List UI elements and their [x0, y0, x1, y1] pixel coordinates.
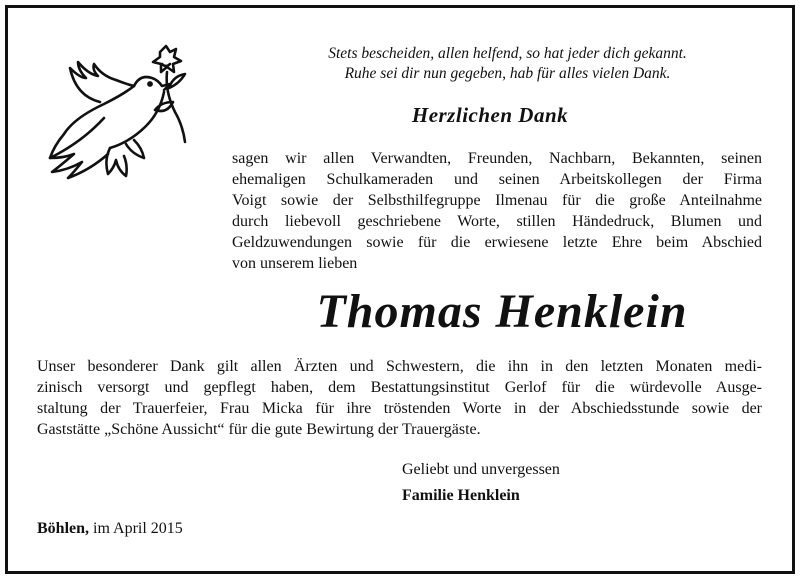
- special-line: zinisch versorgt und gepflegt haben, dem Bestattungsinstitut Gerlof für die würdevolle Ausge-: [37, 379, 762, 396]
- closing-block: [402, 457, 560, 509]
- intro-line: Voigt sowie der Selbsthilfegruppe Ilmenau für die große Anteilnahme: [232, 192, 762, 209]
- special-line: staltung der Trauerfeier, Frau Micka für ihre tröstenden Worte in der Abschiedsstunde sowie der: [37, 400, 762, 417]
- date: im April 2015: [93, 520, 183, 537]
- heading-thanks: Herzlichen Dank: [411, 103, 569, 127]
- verse-line-1: Stets bescheiden, allen helfend, so hat jeder dich gekannt.: [328, 45, 687, 62]
- place-and-date: [37, 520, 183, 538]
- memorial-verse: [285, 44, 730, 84]
- family-signature: Familie Henklein: [402, 487, 520, 504]
- intro-paragraph: [232, 148, 762, 274]
- intro-line: ehemaligen Schulkameraden und seinen Arbeitskollegen der Firma: [232, 171, 762, 188]
- closing-line: Geliebt und unvergessen: [402, 461, 560, 478]
- deceased-name: Thomas Henklein: [316, 285, 688, 338]
- special-line: Unser besonderer Dank gilt allen Ärzten und Schwestern, die ihn in den letzten Monaten medi-: [37, 358, 762, 375]
- intro-line: sagen wir allen Verwandten, Freunden, Nachbarn, Bekannten, seinen: [232, 150, 762, 167]
- dove-with-rose-icon: [38, 40, 198, 200]
- place: Böhlen,: [37, 520, 90, 537]
- intro-line: durch liebevoll geschriebene Worte, stillen Händedruck, Blumen und: [232, 213, 762, 230]
- special-line: Gaststätte „Schöne Aussicht“ für die gute Bewirtung der Trauergäste.: [37, 421, 481, 438]
- intro-line: Geldzuwendungen sowie für die erwiesene letzte Ehre beim Abschied: [232, 234, 762, 251]
- verse-line-2: Ruhe sei dir nun gegeben, hab für alles vielen Dank.: [344, 65, 671, 82]
- intro-line: von unserem lieben: [232, 255, 358, 272]
- special-thanks-paragraph: [37, 356, 762, 440]
